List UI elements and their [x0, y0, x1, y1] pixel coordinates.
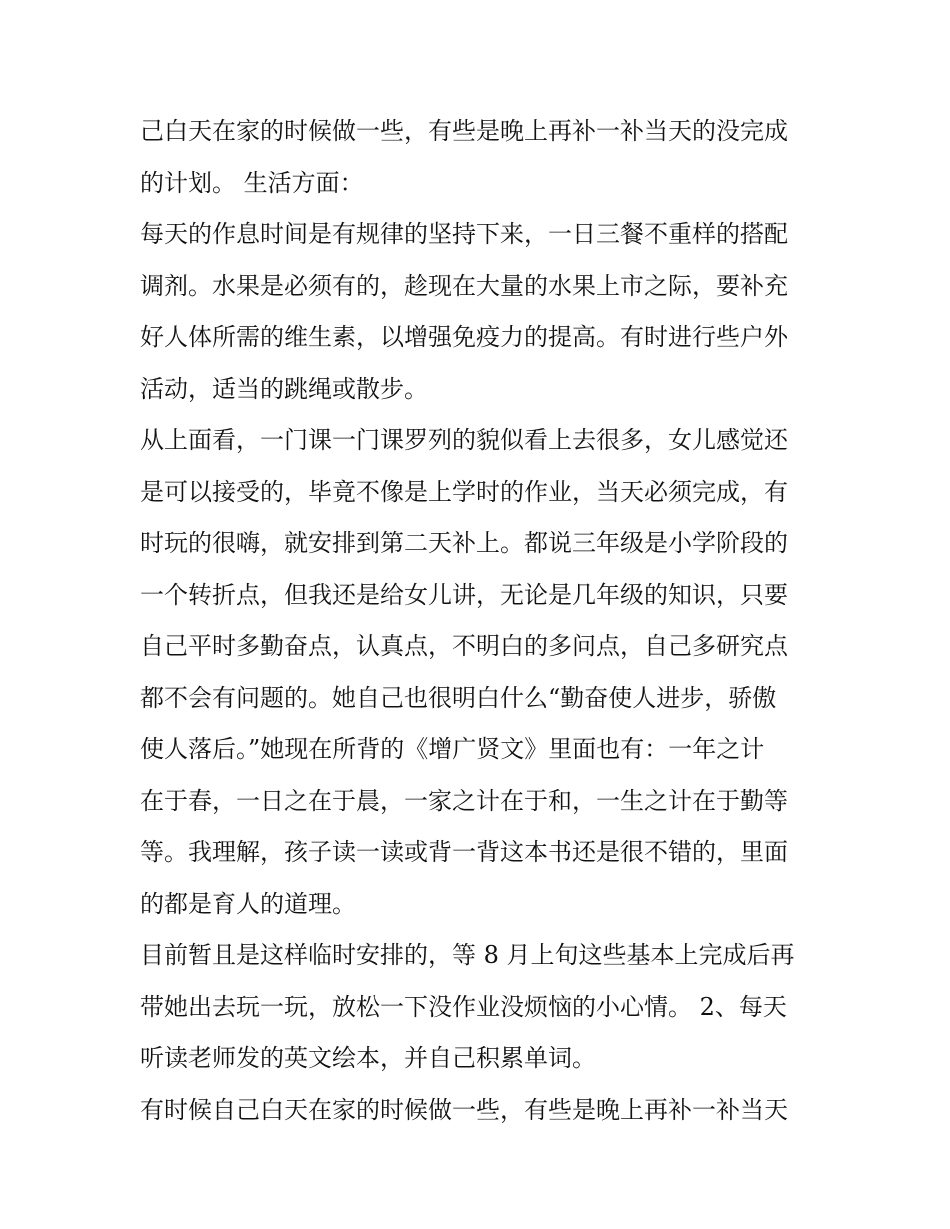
text-line: 是可以接受的，毕竟不像是上学时的作业，当天必须完成，有 [140, 477, 788, 506]
text-line: 等。我理解，孩子读一读或背一背这本书还是很不错的，里面 [140, 838, 788, 866]
text-line: 自己平时多勤奋点，认真点，不明白的多问点，自己多研究点 [140, 632, 788, 660]
text-line: 从上面看，一门课一门课罗列的貌似看上去很多，女儿感觉还 [140, 426, 788, 454]
text-line: 都不会有问题的。她自己也很明白什么“勤奋使人进步，骄傲 [140, 683, 777, 712]
text-line: 时玩的很嗨，就安排到第二天补上。都说三年级是小学阶段的 [140, 529, 788, 557]
text-line: 的都是育人的道理。 [140, 889, 356, 918]
text-line: 己白天在家的时候做一些，有些是晚上再补一补当天的没完成 [140, 117, 788, 145]
document-body [140, 106, 820, 1136]
text-line: 在于春，一日之在于晨，一家之计在于和，一生之计在于勤等 [140, 786, 788, 815]
text-line: 好人体所需的维生素，以增强免疫力的提高。有时进行些户外 [140, 323, 788, 351]
text-line: 有时候自己白天在家的时候做一些，有些是晚上再补一补当天 [140, 1095, 788, 1124]
text-line: 使人落后。”她现在所背的《增广贤文》里面也有：一年之计 [140, 735, 765, 763]
text-line: 听读老师发的英文绘本，并自己积累单词。 [140, 1044, 596, 1072]
text-line: 活动，适当的跳绳或散步。 [140, 374, 428, 403]
text-line: 目前暂且是这样临时安排的，等 8 月上旬这些基本上完成后再 [140, 941, 795, 969]
text-line: 调剂。水果是必须有的，趁现在大量的水果上市之际，要补充 [140, 271, 788, 300]
text-line: 的计划。 生活方面： [140, 168, 364, 197]
text-line: 一个转折点，但我还是给女儿讲，无论是几年级的知识，只要 [140, 580, 788, 609]
text-line: 每天的作息时间是有规律的坚持下来，一日三餐不重样的搭配 [140, 220, 788, 248]
text-line: 带她出去玩一玩，放松一下没作业没烦恼的小心情。 2、每天 [140, 992, 787, 1021]
